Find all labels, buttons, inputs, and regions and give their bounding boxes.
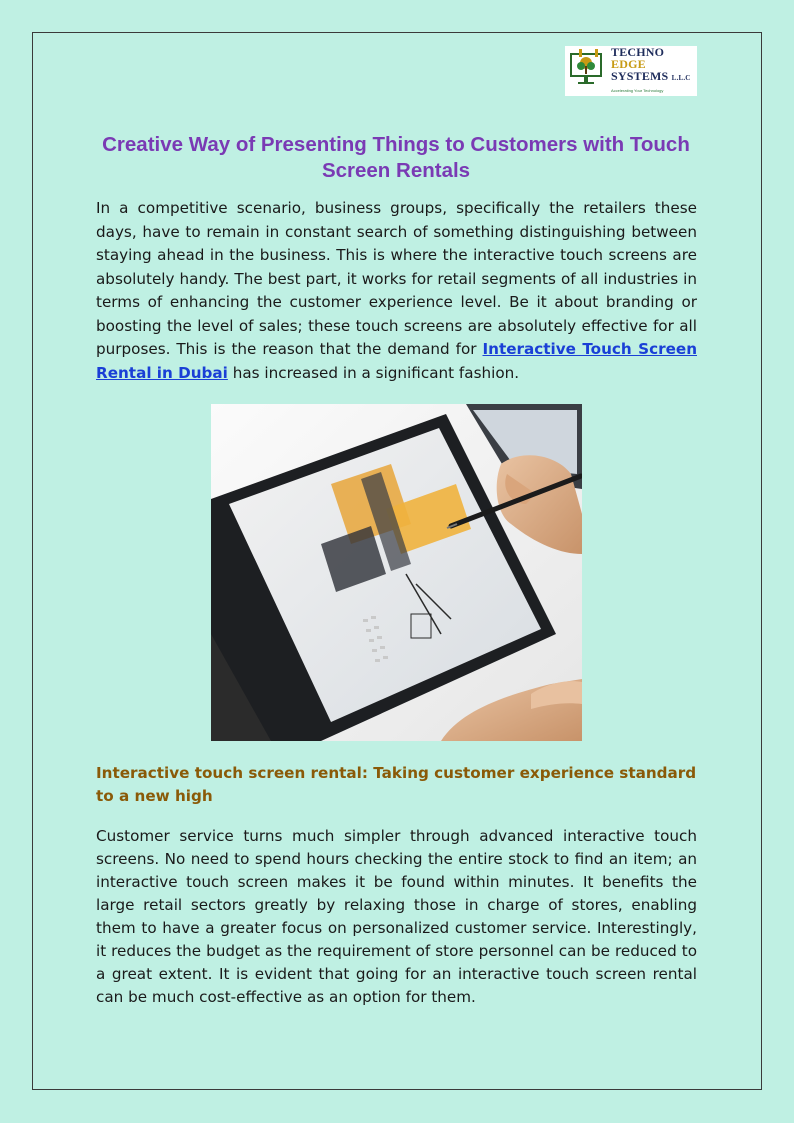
intro-text-before-link: In a competitive scenario, business groups, specifically the retailers these days, have to remain in constant search of something distinguishing between staying ahead in the business. This is where the interactive touch screens are absolutely handy. The best part, it works for retail segments of all industries in terms of enhancing the customer experience level. Be it about branding or boosting the level of sales; these touch screens are absolutely effective for all purposes. This is the reason that the demand for [96,199,697,358]
logo-tagline: Accelerating Your Technology [611,87,664,93]
touch-screen-rental-link[interactable]: Interactive Touch Screen Rental in Dubai [96,340,697,382]
company-logo [565,46,697,96]
intro-paragraph [96,197,697,385]
logo-line-1: TECHNO [611,44,665,59]
logo-tree-icon [569,48,605,94]
page-title: Creative Way of Presenting Things to Customers with Touch Screen Rentals [102,133,690,182]
body-paragraph: Customer service turns much simpler through advanced interactive touch screens. No need to spend hours checking the entire stock to find an item; an interactive touch screen makes it be found within minutes. It benefits the large retail sectors greatly by relaxing those in charge of stores, enabling them to have a greater focus on personalized customer service. Interestingly, it reduces the budget as the requirement of store personnel can be reduced to a great extent. It is evident that going for an interactive touch screen rental can be much cost-effective as an option for them. [96,827,697,1006]
touch-screen-photo [211,404,582,741]
intro-text-after-link: has increased in a significant fashion. [227,363,520,382]
logo-llc: L.L.C [671,73,691,82]
section-subheading: Interactive touch screen rental: Taking customer experience standard to a new high [96,764,697,805]
logo-line-2: EDGE [611,56,646,71]
logo-line-3: SYSTEMS [611,68,669,83]
